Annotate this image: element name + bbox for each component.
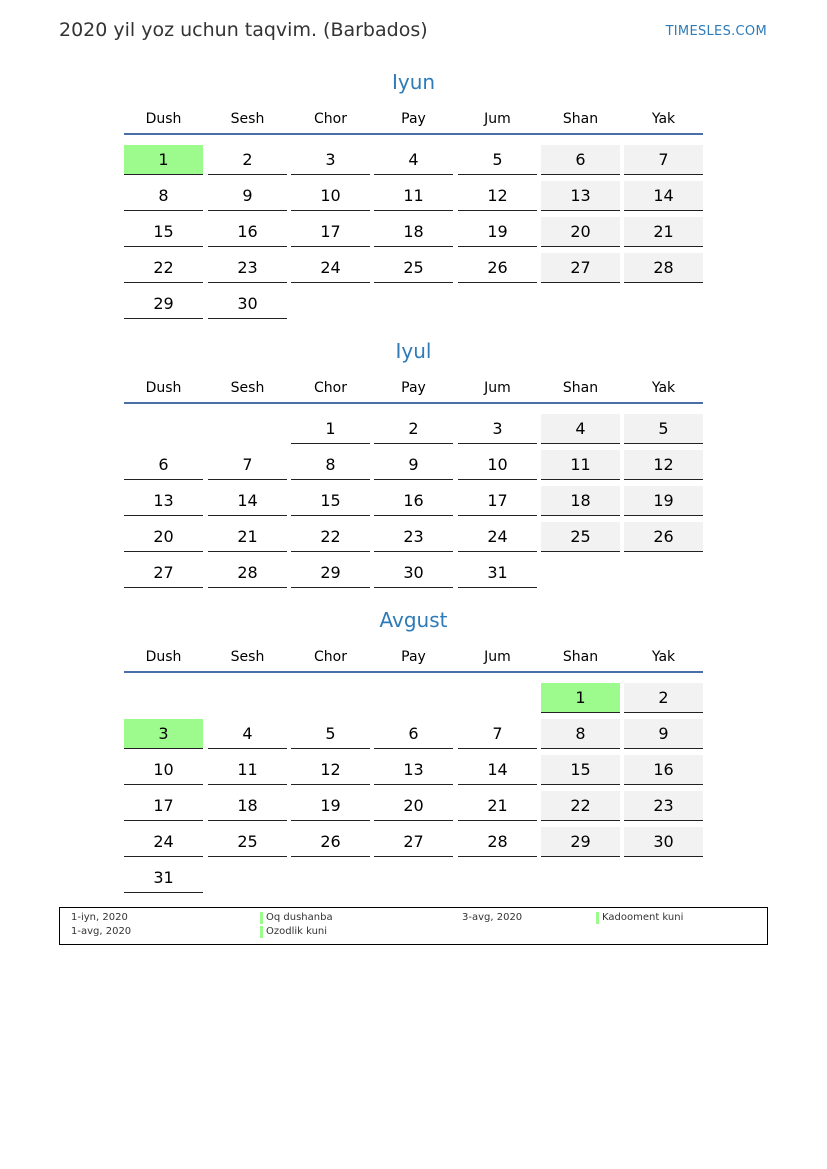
- weekday-header: Yak: [651, 380, 676, 396]
- day-cell: 27: [124, 558, 203, 588]
- day-cell: 9: [208, 181, 287, 211]
- day-cell: 2: [374, 414, 453, 444]
- day-cell: 16: [624, 755, 703, 785]
- month-iyul: [124, 339, 703, 589]
- day-cell: 25: [208, 827, 287, 857]
- day-cell: 29: [291, 558, 370, 588]
- day-cell: 4: [374, 145, 453, 175]
- day-cell: 28: [624, 253, 703, 283]
- day-cell: 22: [541, 791, 620, 821]
- weekday-header: Dush: [145, 380, 182, 396]
- day-cell: 5: [624, 414, 703, 444]
- day-cell: 30: [374, 558, 453, 588]
- weekday-header: Sesh: [230, 649, 265, 665]
- day-cell: 7: [208, 450, 287, 480]
- day-cell: 24: [291, 253, 370, 283]
- weekday-header: Dush: [145, 111, 182, 127]
- weekday-header: Sesh: [230, 111, 265, 127]
- day-cell: 15: [541, 755, 620, 785]
- weekday-header: Pay: [401, 649, 426, 665]
- weekday-header: Pay: [401, 380, 426, 396]
- day-cell: 26: [624, 522, 703, 552]
- day-cell: 8: [291, 450, 370, 480]
- day-cell: 4: [208, 719, 287, 749]
- day-cell: 17: [458, 486, 537, 516]
- day-cell: 6: [541, 145, 620, 175]
- day-cell: 15: [124, 217, 203, 247]
- weekday-header: Shan: [562, 380, 599, 396]
- weekday-header: Pay: [401, 111, 426, 127]
- day-cell: 29: [541, 827, 620, 857]
- day-cell: 10: [291, 181, 370, 211]
- weekday-header: Chor: [314, 380, 347, 396]
- month-title: Iyul: [395, 339, 432, 363]
- day-cell: 27: [374, 827, 453, 857]
- day-cell: 3: [124, 719, 203, 749]
- weekday-header: Jum: [484, 649, 511, 665]
- day-cell: 5: [291, 719, 370, 749]
- day-cell: 14: [208, 486, 287, 516]
- weekday-header: Sesh: [230, 380, 265, 396]
- day-cell: 25: [541, 522, 620, 552]
- weekday-header: Shan: [562, 111, 599, 127]
- day-cell: 24: [458, 522, 537, 552]
- day-cell: 18: [374, 217, 453, 247]
- site-link[interactable]: TIMESLES.COM: [665, 24, 767, 39]
- day-cell: 31: [124, 863, 203, 893]
- day-cell: 24: [124, 827, 203, 857]
- header-rule: [124, 402, 703, 404]
- day-cell: 2: [208, 145, 287, 175]
- day-cell: 26: [458, 253, 537, 283]
- page-title: 2020 yil yoz uchun taqvim. (Barbados): [59, 19, 428, 41]
- day-cell: 13: [124, 486, 203, 516]
- day-cell: 10: [124, 755, 203, 785]
- weekday-header: Yak: [651, 111, 676, 127]
- day-cell: 19: [458, 217, 537, 247]
- month-title: Avgust: [379, 608, 448, 632]
- day-cell: 27: [541, 253, 620, 283]
- day-cell: 14: [458, 755, 537, 785]
- weekday-header: Yak: [651, 649, 676, 665]
- month-avgust: [124, 608, 703, 887]
- day-cell: 10: [458, 450, 537, 480]
- month-iyun: [124, 70, 703, 320]
- month-title: Iyun: [391, 70, 436, 94]
- day-cell: 28: [458, 827, 537, 857]
- weekday-header: Chor: [314, 649, 347, 665]
- day-cell: 8: [124, 181, 203, 211]
- day-cell: 21: [624, 217, 703, 247]
- day-cell: 17: [124, 791, 203, 821]
- weekday-header: Dush: [145, 649, 182, 665]
- day-cell: 3: [458, 414, 537, 444]
- day-cell: 22: [124, 253, 203, 283]
- day-cell: 21: [458, 791, 537, 821]
- day-cell: 23: [624, 791, 703, 821]
- day-cell: 2: [624, 683, 703, 713]
- day-cell: 25: [374, 253, 453, 283]
- day-cell: 1: [124, 145, 203, 175]
- day-cell: 12: [624, 450, 703, 480]
- day-cell: 9: [374, 450, 453, 480]
- day-cell: 14: [624, 181, 703, 211]
- day-cell: 31: [458, 558, 537, 588]
- day-cell: 12: [458, 181, 537, 211]
- day-cell: 9: [624, 719, 703, 749]
- day-cell: 7: [624, 145, 703, 175]
- day-cell: 13: [541, 181, 620, 211]
- header-rule: [124, 671, 703, 673]
- day-cell: 20: [124, 522, 203, 552]
- day-cell: 1: [541, 683, 620, 713]
- day-cell: 16: [374, 486, 453, 516]
- day-cell: 6: [124, 450, 203, 480]
- day-cell: 26: [291, 827, 370, 857]
- day-cell: 28: [208, 558, 287, 588]
- weekday-header: Jum: [484, 111, 511, 127]
- day-cell: 11: [541, 450, 620, 480]
- weekday-header: Chor: [314, 111, 347, 127]
- day-cell: 19: [291, 791, 370, 821]
- day-cell: 29: [124, 289, 203, 319]
- day-cell: 11: [208, 755, 287, 785]
- day-cell: 15: [291, 486, 370, 516]
- day-cell: 4: [541, 414, 620, 444]
- day-cell: 23: [374, 522, 453, 552]
- day-cell: 20: [541, 217, 620, 247]
- day-cell: 18: [541, 486, 620, 516]
- day-cell: 22: [291, 522, 370, 552]
- day-cell: 16: [208, 217, 287, 247]
- header-rule: [124, 133, 703, 135]
- day-cell: 21: [208, 522, 287, 552]
- day-cell: 23: [208, 253, 287, 283]
- day-cell: 13: [374, 755, 453, 785]
- day-cell: 8: [541, 719, 620, 749]
- legend-date-3: 3-avg, 2020: [462, 912, 523, 923]
- legend-date-2: 1-avg, 2020: [71, 926, 132, 937]
- day-cell: 1: [291, 414, 370, 444]
- holiday-legend: [59, 907, 768, 945]
- day-cell: 7: [458, 719, 537, 749]
- day-cell: 18: [208, 791, 287, 821]
- legend-date-1: 1-iyn, 2020: [71, 912, 128, 923]
- day-cell: 17: [291, 217, 370, 247]
- legend-holiday-2: Ozodlik kuni: [260, 926, 327, 937]
- day-cell: 12: [291, 755, 370, 785]
- weekday-header: Jum: [484, 380, 511, 396]
- legend-holiday-3: Kadooment kuni: [596, 912, 683, 923]
- day-cell: 30: [208, 289, 287, 319]
- day-cell: 19: [624, 486, 703, 516]
- day-cell: 11: [374, 181, 453, 211]
- legend-holiday-1: Oq dushanba: [260, 912, 333, 923]
- day-cell: 30: [624, 827, 703, 857]
- day-cell: 3: [291, 145, 370, 175]
- day-cell: 5: [458, 145, 537, 175]
- day-cell: 6: [374, 719, 453, 749]
- weekday-header: Shan: [562, 649, 599, 665]
- day-cell: 20: [374, 791, 453, 821]
